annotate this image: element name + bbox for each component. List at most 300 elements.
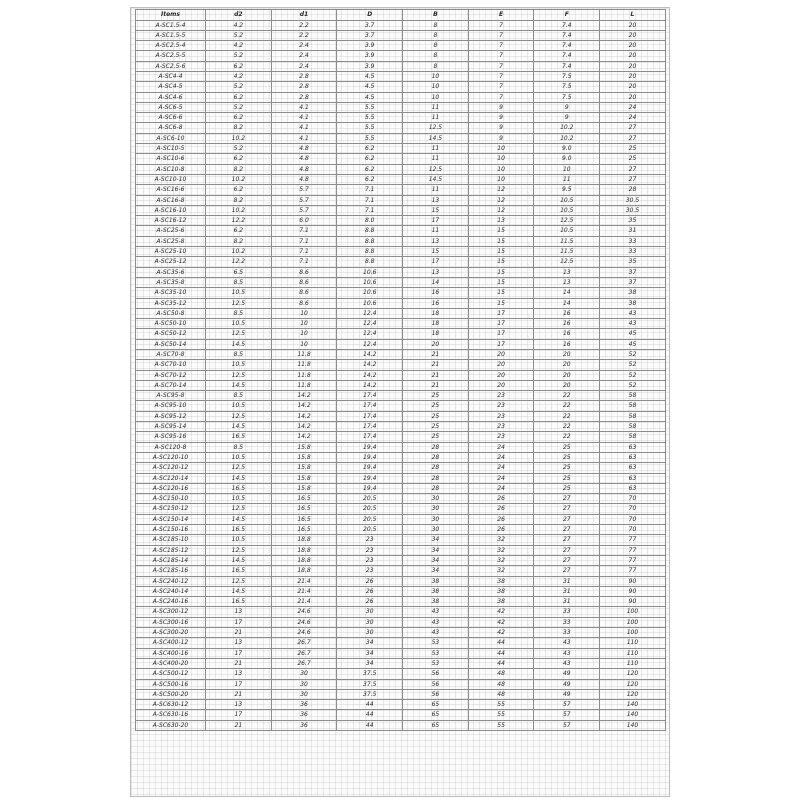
cell-d1: 11.8 [271, 370, 337, 380]
cell-d2: 16.5 [206, 483, 272, 493]
cell-D: 5.5 [337, 113, 403, 123]
table-row [136, 113, 666, 123]
cell-E: 9 [468, 123, 534, 133]
cell-d2: 10.2 [206, 174, 272, 184]
cell-d2: 17 [206, 710, 272, 720]
cell-L: 58 [600, 391, 666, 401]
table-row [136, 401, 666, 411]
cell-E: 7 [468, 30, 534, 40]
table-row [136, 350, 666, 360]
table-row [136, 195, 666, 205]
cell-D: 26 [337, 586, 403, 596]
cell-B: 30 [403, 525, 469, 535]
cell-E: 32 [468, 545, 534, 555]
cell-d1: 5.7 [271, 205, 337, 215]
cell-B: 13 [403, 195, 469, 205]
cell-B: 13 [403, 236, 469, 246]
cell-B: 14.5 [403, 174, 469, 184]
cell-item: A-SC4-6 [136, 92, 206, 102]
cell-F: 9.0 [534, 154, 600, 164]
cell-L: 100 [600, 607, 666, 617]
cell-E: 10 [468, 154, 534, 164]
cell-d2: 8.2 [206, 164, 272, 174]
cell-B: 38 [403, 576, 469, 586]
cell-E: 9 [468, 133, 534, 143]
cell-F: 7.4 [534, 51, 600, 61]
cell-d2: 10.5 [206, 360, 272, 370]
cell-L: 37 [600, 267, 666, 277]
cell-D: 17.4 [337, 422, 403, 432]
cell-d2: 4.2 [206, 41, 272, 51]
cell-B: 25 [403, 401, 469, 411]
cell-d2: 6.2 [206, 61, 272, 71]
cell-F: 27 [534, 535, 600, 545]
cell-item: A-SC25-12 [136, 257, 206, 267]
cell-d1: 2.8 [271, 92, 337, 102]
cell-L: 120 [600, 689, 666, 699]
cell-F: 20 [534, 370, 600, 380]
cell-E: 44 [468, 638, 534, 648]
cell-B: 17 [403, 257, 469, 267]
cell-d2: 12.5 [206, 463, 272, 473]
cell-item: A-SC120-10 [136, 452, 206, 462]
cell-d2: 10.2 [206, 133, 272, 143]
cell-D: 8.0 [337, 216, 403, 226]
cell-E: 26 [468, 514, 534, 524]
cell-d2: 21 [206, 628, 272, 638]
cell-F: 7.5 [534, 71, 600, 81]
cell-item: A-SC185-14 [136, 555, 206, 565]
cell-B: 8 [403, 30, 469, 40]
cell-L: 77 [600, 566, 666, 576]
cell-E: 20 [468, 350, 534, 360]
cell-item: A-SC400-20 [136, 658, 206, 668]
cell-d2: 8.2 [206, 236, 272, 246]
cell-B: 28 [403, 473, 469, 483]
cell-item: A-SC150-12 [136, 504, 206, 514]
table-row [136, 597, 666, 607]
cell-d1: 11.8 [271, 360, 337, 370]
cell-d1: 2.2 [271, 30, 337, 40]
cell-F: 9.5 [534, 185, 600, 195]
cell-d2: 14.5 [206, 555, 272, 565]
table-row [136, 494, 666, 504]
cell-F: 49 [534, 689, 600, 699]
cell-item: A-SC185-16 [136, 566, 206, 576]
cell-L: 58 [600, 411, 666, 421]
cell-d1: 2.4 [271, 61, 337, 71]
table-row [136, 514, 666, 524]
table-row [136, 679, 666, 689]
cell-d2: 10.5 [206, 494, 272, 504]
cell-E: 10 [468, 144, 534, 154]
cell-E: 15 [468, 267, 534, 277]
cell-d1: 4.8 [271, 154, 337, 164]
cell-B: 25 [403, 422, 469, 432]
cell-D: 44 [337, 710, 403, 720]
cell-d1: 16.5 [271, 504, 337, 514]
cell-item: A-SC10-6 [136, 154, 206, 164]
cell-F: 57 [534, 710, 600, 720]
cell-d1: 2.4 [271, 41, 337, 51]
cell-B: 18 [403, 319, 469, 329]
cell-d1: 18.8 [271, 566, 337, 576]
cell-E: 20 [468, 380, 534, 390]
cell-d2: 8.5 [206, 350, 272, 360]
cell-B: 21 [403, 370, 469, 380]
cell-E: 55 [468, 700, 534, 710]
cell-d1: 11.8 [271, 350, 337, 360]
cell-D: 3.7 [337, 30, 403, 40]
table-row [136, 236, 666, 246]
cell-d2: 8.5 [206, 391, 272, 401]
cell-d2: 14.5 [206, 422, 272, 432]
table-row [136, 288, 666, 298]
cell-B: 10 [403, 71, 469, 81]
cell-B: 28 [403, 442, 469, 452]
cell-item: A-SC240-14 [136, 586, 206, 596]
cell-B: 21 [403, 360, 469, 370]
cell-F: 27 [534, 514, 600, 524]
table-row [136, 566, 666, 576]
cell-F: 20 [534, 350, 600, 360]
cell-d2: 8.5 [206, 277, 272, 287]
cell-d2: 21 [206, 658, 272, 668]
cell-item: A-SC16-6 [136, 185, 206, 195]
cell-item: A-SC240-12 [136, 576, 206, 586]
cell-D: 6.2 [337, 174, 403, 184]
cell-d1: 14.2 [271, 422, 337, 432]
cell-item: A-SC300-12 [136, 607, 206, 617]
header-F: F [534, 10, 600, 21]
cell-F: 25 [534, 483, 600, 493]
cell-d1: 8.6 [271, 277, 337, 287]
cell-D: 4.5 [337, 82, 403, 92]
cell-d2: 16.5 [206, 432, 272, 442]
cell-D: 26 [337, 576, 403, 586]
table-row [136, 710, 666, 720]
cell-d1: 4.1 [271, 123, 337, 133]
table-body [136, 20, 666, 730]
cell-d1: 36 [271, 700, 337, 710]
table-row [136, 380, 666, 390]
cell-d2: 6.5 [206, 267, 272, 277]
cell-E: 23 [468, 422, 534, 432]
cell-L: 63 [600, 483, 666, 493]
cell-L: 63 [600, 473, 666, 483]
cell-F: 7.5 [534, 82, 600, 92]
cell-L: 30.5 [600, 205, 666, 215]
cell-B: 12.5 [403, 123, 469, 133]
cell-d1: 10 [271, 308, 337, 318]
cell-item: A-SC1.5-5 [136, 30, 206, 40]
cell-d1: 16.5 [271, 514, 337, 524]
cell-D: 5.5 [337, 123, 403, 133]
cell-B: 53 [403, 648, 469, 658]
cell-L: 20 [600, 30, 666, 40]
cell-d1: 8.6 [271, 288, 337, 298]
cell-D: 20.5 [337, 504, 403, 514]
cell-D: 8.8 [337, 236, 403, 246]
cell-F: 31 [534, 576, 600, 586]
cell-D: 4.5 [337, 71, 403, 81]
table-row [136, 483, 666, 493]
table-row [136, 319, 666, 329]
cell-B: 14.5 [403, 133, 469, 143]
cell-d2: 8.5 [206, 442, 272, 452]
cell-E: 38 [468, 597, 534, 607]
cell-D: 17.4 [337, 411, 403, 421]
cell-d1: 5.7 [271, 195, 337, 205]
cell-B: 25 [403, 411, 469, 421]
cell-E: 44 [468, 658, 534, 668]
cell-D: 6.2 [337, 164, 403, 174]
cell-L: 20 [600, 71, 666, 81]
cell-F: 11.5 [534, 236, 600, 246]
cell-d2: 14.5 [206, 586, 272, 596]
cell-d1: 14.2 [271, 411, 337, 421]
spec-sheet [130, 7, 670, 797]
table-row [136, 689, 666, 699]
cell-D: 7.1 [337, 185, 403, 195]
cell-B: 8 [403, 41, 469, 51]
cell-D: 12.4 [337, 319, 403, 329]
table-row [136, 576, 666, 586]
table-row [136, 617, 666, 627]
cell-E: 10 [468, 164, 534, 174]
cell-L: 52 [600, 370, 666, 380]
header-items: Items [136, 10, 206, 21]
cell-item: A-SC70-14 [136, 380, 206, 390]
cell-B: 21 [403, 350, 469, 360]
cell-item: A-SC10-5 [136, 144, 206, 154]
cell-d1: 18.8 [271, 555, 337, 565]
cell-item: A-SC95-14 [136, 422, 206, 432]
cell-d2: 6.2 [206, 226, 272, 236]
cell-D: 3.9 [337, 41, 403, 51]
cell-L: 52 [600, 360, 666, 370]
cell-d2: 6.2 [206, 185, 272, 195]
cell-E: 42 [468, 628, 534, 638]
cell-B: 34 [403, 535, 469, 545]
cell-F: 22 [534, 432, 600, 442]
cell-E: 20 [468, 370, 534, 380]
cell-item: A-SC500-16 [136, 679, 206, 689]
cell-E: 23 [468, 391, 534, 401]
cell-item: A-SC6-6 [136, 113, 206, 123]
table-row [136, 123, 666, 133]
cell-D: 44 [337, 700, 403, 710]
table-row [136, 370, 666, 380]
cell-E: 7 [468, 61, 534, 71]
cell-d1: 8.6 [271, 298, 337, 308]
cell-E: 15 [468, 236, 534, 246]
cell-L: 45 [600, 329, 666, 339]
cell-L: 27 [600, 174, 666, 184]
cell-D: 14.2 [337, 350, 403, 360]
cell-d2: 21 [206, 689, 272, 699]
table-row [136, 504, 666, 514]
cell-item: A-SC4-5 [136, 82, 206, 92]
cell-L: 31 [600, 226, 666, 236]
cell-D: 30 [337, 628, 403, 638]
cell-E: 38 [468, 586, 534, 596]
table-row [136, 226, 666, 236]
cell-d1: 15.8 [271, 442, 337, 452]
cell-D: 37.5 [337, 689, 403, 699]
cell-D: 7.1 [337, 195, 403, 205]
cell-d2: 14.5 [206, 473, 272, 483]
cell-D: 3.7 [337, 20, 403, 30]
cell-B: 15 [403, 205, 469, 215]
cell-B: 43 [403, 607, 469, 617]
cell-D: 19.4 [337, 483, 403, 493]
cell-L: 45 [600, 339, 666, 349]
table-row [136, 648, 666, 658]
cell-item: A-SC300-16 [136, 617, 206, 627]
cell-F: 12.5 [534, 216, 600, 226]
cell-E: 7 [468, 82, 534, 92]
cell-d2: 13 [206, 700, 272, 710]
table-row [136, 432, 666, 442]
cell-E: 23 [468, 401, 534, 411]
cell-L: 90 [600, 576, 666, 586]
cell-B: 65 [403, 720, 469, 730]
cell-E: 20 [468, 360, 534, 370]
cell-D: 12.4 [337, 329, 403, 339]
table-row [136, 41, 666, 51]
cell-F: 14 [534, 288, 600, 298]
cell-L: 140 [600, 700, 666, 710]
cell-d1: 30 [271, 679, 337, 689]
cell-d1: 7.1 [271, 226, 337, 236]
cell-B: 15 [403, 247, 469, 257]
cell-F: 57 [534, 700, 600, 710]
cell-item: A-SC16-12 [136, 216, 206, 226]
cell-L: 110 [600, 648, 666, 658]
cell-D: 14.2 [337, 370, 403, 380]
cell-E: 12 [468, 195, 534, 205]
cell-E: 9 [468, 102, 534, 112]
table-row [136, 391, 666, 401]
cell-F: 43 [534, 658, 600, 668]
cell-d1: 24.6 [271, 607, 337, 617]
cell-item: A-SC95-8 [136, 391, 206, 401]
cell-L: 43 [600, 319, 666, 329]
cell-E: 12 [468, 185, 534, 195]
cell-B: 25 [403, 391, 469, 401]
cell-B: 18 [403, 308, 469, 318]
cell-L: 70 [600, 514, 666, 524]
cell-D: 14.2 [337, 360, 403, 370]
cell-D: 30 [337, 607, 403, 617]
cell-D: 23 [337, 555, 403, 565]
cell-F: 27 [534, 494, 600, 504]
cell-D: 20.5 [337, 525, 403, 535]
cell-d1: 2.4 [271, 51, 337, 61]
cell-item: A-SC400-12 [136, 638, 206, 648]
cell-D: 7.1 [337, 205, 403, 215]
cell-L: 58 [600, 401, 666, 411]
cell-d1: 10 [271, 319, 337, 329]
cell-item: A-SC630-16 [136, 710, 206, 720]
cell-d2: 10.5 [206, 401, 272, 411]
cell-d1: 18.8 [271, 535, 337, 545]
cell-d2: 16.5 [206, 566, 272, 576]
cell-E: 15 [468, 226, 534, 236]
cell-L: 38 [600, 288, 666, 298]
cell-F: 27 [534, 566, 600, 576]
cell-D: 17.4 [337, 401, 403, 411]
cell-L: 27 [600, 164, 666, 174]
cell-d1: 15.8 [271, 452, 337, 462]
cell-d2: 12.5 [206, 370, 272, 380]
cell-L: 43 [600, 308, 666, 318]
cell-E: 24 [468, 483, 534, 493]
table-row [136, 638, 666, 648]
table-row [136, 545, 666, 555]
cell-d2: 17 [206, 679, 272, 689]
cell-B: 28 [403, 463, 469, 473]
table-header [136, 10, 666, 21]
table-row [136, 20, 666, 30]
cell-F: 33 [534, 607, 600, 617]
cell-d1: 26.7 [271, 658, 337, 668]
cell-d2: 4.2 [206, 20, 272, 30]
cell-B: 21 [403, 380, 469, 390]
cell-B: 65 [403, 710, 469, 720]
cell-E: 7 [468, 71, 534, 81]
cell-d1: 4.1 [271, 102, 337, 112]
cell-d2: 12.5 [206, 411, 272, 421]
cell-D: 26 [337, 597, 403, 607]
cell-d2: 13 [206, 638, 272, 648]
cell-E: 13 [468, 216, 534, 226]
cell-d1: 24.6 [271, 617, 337, 627]
table-row [136, 555, 666, 565]
table-row [136, 442, 666, 452]
cell-d2: 17 [206, 648, 272, 658]
cell-item: A-SC500-20 [136, 689, 206, 699]
cell-B: 28 [403, 452, 469, 462]
cell-d1: 24.6 [271, 628, 337, 638]
cell-d1: 5.7 [271, 185, 337, 195]
table-row [136, 102, 666, 112]
cell-d2: 17 [206, 617, 272, 627]
cell-B: 28 [403, 483, 469, 493]
cell-item: A-SC50-14 [136, 339, 206, 349]
table-row [136, 144, 666, 154]
cell-B: 17 [403, 216, 469, 226]
cell-L: 120 [600, 679, 666, 689]
cell-E: 7 [468, 41, 534, 51]
table-row [136, 298, 666, 308]
cell-F: 25 [534, 463, 600, 473]
cell-L: 100 [600, 617, 666, 627]
cell-E: 15 [468, 288, 534, 298]
table-row [136, 51, 666, 61]
cell-E: 15 [468, 247, 534, 257]
cell-d1: 10 [271, 329, 337, 339]
cell-L: 20 [600, 82, 666, 92]
cell-d2: 14.5 [206, 380, 272, 390]
cell-B: 20 [403, 339, 469, 349]
header-d1: d1 [271, 10, 337, 21]
header-B: B [403, 10, 469, 21]
cell-d1: 2.2 [271, 20, 337, 30]
cell-item: A-SC300-20 [136, 628, 206, 638]
cell-D: 19.4 [337, 463, 403, 473]
